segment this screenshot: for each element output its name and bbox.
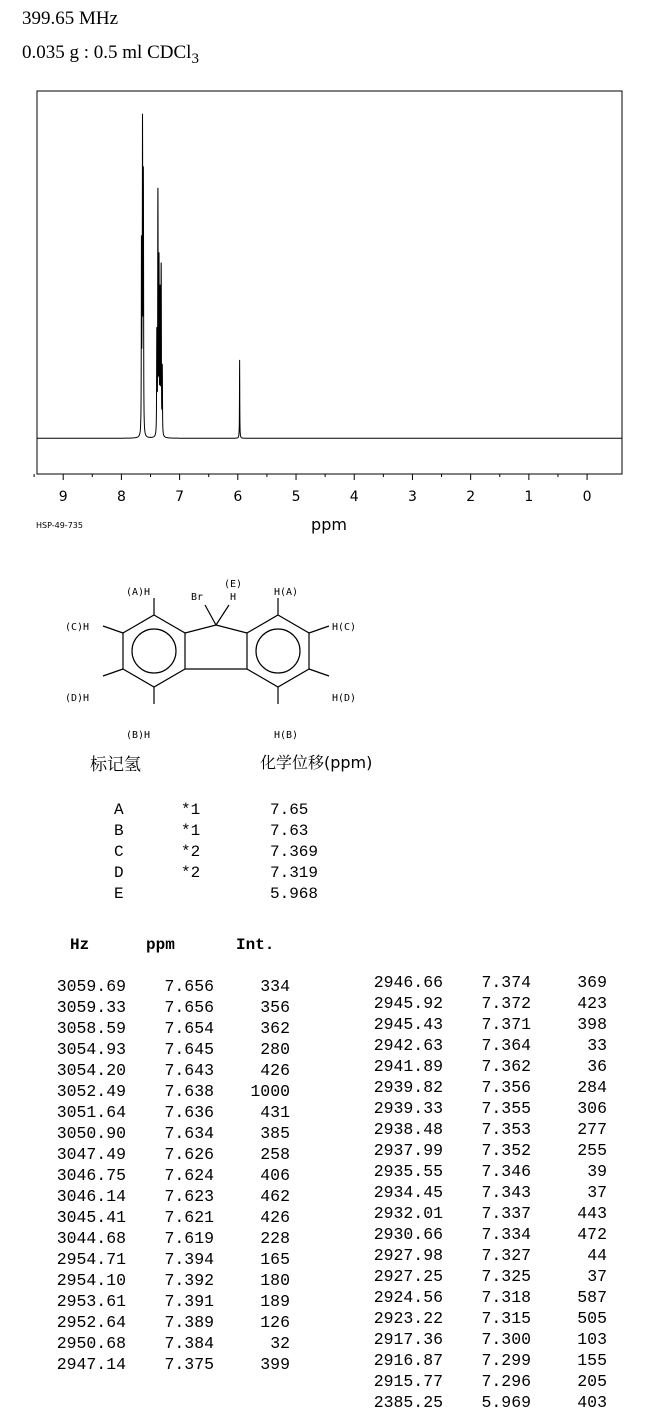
peak-ppm: 7.300	[481, 1330, 531, 1349]
peak-ppm: 7.352	[481, 1141, 531, 1160]
peak-ppm: 7.636	[164, 1103, 214, 1122]
x-tick-label-3: 3	[407, 489, 417, 505]
plot-frame	[37, 91, 622, 474]
peak-hz: 3054.93	[56, 1040, 126, 1059]
peak-row	[320, 1098, 650, 1119]
peak-row	[0, 1039, 320, 1060]
header-hz: Hz	[70, 936, 90, 954]
peak-hz: 2942.63	[373, 1036, 443, 1055]
peak-hz: 3046.14	[56, 1187, 126, 1206]
header-ppm: ppm	[146, 936, 175, 954]
peak-row	[320, 1350, 650, 1371]
label-a-left: (A)H	[126, 587, 151, 598]
peak-row	[320, 1371, 650, 1392]
assignment-mult: *1	[181, 801, 201, 819]
peak-int: 277	[577, 1120, 607, 1139]
header-int: Int.	[236, 936, 275, 954]
assignment-shift: 7.63	[270, 822, 309, 840]
peak-hz: 2939.82	[373, 1078, 443, 1097]
peak-int: 280	[260, 1040, 290, 1059]
peak-hz: 2934.45	[373, 1183, 443, 1202]
x-tick-label-4: 4	[349, 489, 359, 505]
peak-ppm: 7.623	[164, 1187, 214, 1206]
peak-ppm: 7.384	[164, 1334, 214, 1353]
label-c-left: (C)H	[65, 622, 90, 633]
bond-hc-left	[103, 626, 123, 633]
peak-hz: 2952.64	[56, 1313, 126, 1332]
peak-row	[320, 1329, 650, 1350]
peak-row	[0, 976, 320, 997]
x-tick-label-1: 1	[524, 489, 534, 505]
peak-int: 398	[577, 1015, 607, 1034]
peak-row	[0, 1207, 320, 1228]
peak-row	[0, 1081, 320, 1102]
peak-ppm: 7.656	[164, 977, 214, 996]
molecule-structure	[0, 570, 652, 780]
peak-int: 32	[270, 1334, 290, 1353]
peak-row	[320, 1056, 650, 1077]
assignment-label: B	[114, 822, 124, 840]
peak-row	[320, 1035, 650, 1056]
peak-hz: 2915.77	[373, 1372, 443, 1391]
peak-hz: 2946.66	[373, 973, 443, 992]
nmr-spectrum-chart	[0, 0, 652, 540]
assignment-label: C	[114, 843, 124, 861]
peak-int: 431	[260, 1103, 290, 1122]
peak-hz: 2930.66	[373, 1225, 443, 1244]
peak-hz: 2916.87	[373, 1351, 443, 1370]
peak-hz: 2927.25	[373, 1267, 443, 1286]
peak-int: 587	[577, 1288, 607, 1307]
peak-ppm: 7.353	[481, 1120, 531, 1139]
peak-row	[0, 1102, 320, 1123]
peak-hz: 2385.25	[373, 1393, 443, 1412]
assignment-shift: 7.369	[270, 843, 319, 861]
peak-ppm: 7.619	[164, 1229, 214, 1248]
peak-ppm: 7.299	[481, 1351, 531, 1370]
peak-ppm: 5.969	[481, 1393, 531, 1412]
peak-hz: 3045.41	[56, 1208, 126, 1227]
label-b-right: H(B)	[274, 730, 299, 741]
peak-ppm: 7.296	[481, 1372, 531, 1391]
cp-ring-top	[185, 625, 247, 633]
x-tick-label-0: 0	[582, 489, 592, 505]
peak-hz: 3052.49	[56, 1082, 126, 1101]
peak-int: 306	[577, 1099, 607, 1118]
peak-hz: 3059.33	[56, 998, 126, 1017]
assignment-mult: *1	[181, 822, 201, 840]
peak-hz: 2932.01	[373, 1204, 443, 1223]
peak-row	[0, 1018, 320, 1039]
peak-hz: 3051.64	[56, 1103, 126, 1122]
peak-int: 205	[577, 1372, 607, 1391]
label-br: Br	[191, 592, 204, 603]
peak-ppm: 7.375	[164, 1355, 214, 1374]
assignment-mult: *2	[181, 864, 201, 882]
peak-row	[320, 1245, 650, 1266]
peak-int: 1000	[250, 1082, 290, 1101]
peak-hz: 2953.61	[56, 1292, 126, 1311]
peak-int: 443	[577, 1204, 607, 1223]
peak-row	[320, 1224, 650, 1245]
bond-hc-right	[309, 626, 329, 633]
peak-int: 255	[577, 1141, 607, 1160]
peak-row	[0, 1291, 320, 1312]
peak-ppm: 7.624	[164, 1166, 214, 1185]
x-tick-labels	[59, 489, 592, 505]
peak-hz: 2939.33	[373, 1099, 443, 1118]
assignment-label: E	[114, 885, 124, 903]
peak-hz: 2945.43	[373, 1015, 443, 1034]
assignment-label: D	[114, 864, 124, 882]
peak-hz: 2927.98	[373, 1246, 443, 1265]
peak-int: 423	[577, 994, 607, 1013]
peak-list-right	[320, 972, 650, 1413]
peak-ppm: 7.643	[164, 1061, 214, 1080]
peak-int: 284	[577, 1078, 607, 1097]
x-tick-label-5: 5	[291, 489, 301, 505]
peak-hz: 3058.59	[56, 1019, 126, 1038]
peak-int: 362	[260, 1019, 290, 1038]
peak-row	[0, 1144, 320, 1165]
caption-chemical-shift: 化学位移(ppm)	[260, 753, 373, 772]
peak-row	[0, 1123, 320, 1144]
peak-int: 228	[260, 1229, 290, 1248]
peak-ppm: 7.346	[481, 1162, 531, 1181]
assignment-shift: 7.65	[270, 801, 309, 819]
peak-row	[0, 1249, 320, 1270]
peak-hz: 2924.56	[373, 1288, 443, 1307]
peak-int: 426	[260, 1208, 290, 1227]
peak-row	[320, 1308, 650, 1329]
x-tick-label-9: 9	[58, 489, 68, 505]
peak-hz: 3059.69	[56, 977, 126, 996]
peak-ppm: 7.315	[481, 1309, 531, 1328]
peak-ppm: 7.374	[481, 973, 531, 992]
peak-ppm: 7.389	[164, 1313, 214, 1332]
peak-ppm: 7.621	[164, 1208, 214, 1227]
peak-int: 155	[577, 1351, 607, 1370]
label-e-tag: (E)	[224, 579, 243, 590]
peak-ppm: 7.343	[481, 1183, 531, 1202]
peak-ppm: 7.372	[481, 994, 531, 1013]
peak-ppm: 7.638	[164, 1082, 214, 1101]
peak-list-left	[0, 976, 320, 1375]
peak-row	[320, 1014, 650, 1035]
peak-int: 406	[260, 1166, 290, 1185]
peak-hz: 3050.90	[56, 1124, 126, 1143]
label-a-right: H(A)	[274, 587, 299, 598]
peak-hz: 3046.75	[56, 1166, 126, 1185]
sample-subscript: 3	[191, 50, 199, 67]
peak-int: 36	[587, 1057, 607, 1076]
x-tick-label-6: 6	[233, 489, 243, 505]
peak-ppm: 7.318	[481, 1288, 531, 1307]
x-ticks	[34, 474, 587, 480]
assignment-shift: 7.319	[270, 864, 319, 882]
peak-int: 37	[587, 1183, 607, 1202]
peak-int: 369	[577, 973, 607, 992]
peak-int: 39	[587, 1162, 607, 1181]
label-c-right: H(C)	[332, 622, 357, 633]
peak-row	[320, 1161, 650, 1182]
peak-ppm: 7.654	[164, 1019, 214, 1038]
peak-ppm: 7.626	[164, 1145, 214, 1164]
peak-row	[320, 1119, 650, 1140]
peak-ppm: 7.656	[164, 998, 214, 1017]
peak-int: 403	[577, 1393, 607, 1412]
peak-row	[0, 997, 320, 1018]
peak-ppm: 7.645	[164, 1040, 214, 1059]
peak-row	[0, 1165, 320, 1186]
peak-hz: 2937.99	[373, 1141, 443, 1160]
peak-row	[0, 1354, 320, 1375]
peak-ppm: 7.362	[481, 1057, 531, 1076]
c-br-bond	[205, 605, 216, 625]
peak-ppm: 7.356	[481, 1078, 531, 1097]
left-ring-circle	[132, 629, 176, 673]
peak-int: 189	[260, 1292, 290, 1311]
peak-ppm: 7.334	[481, 1225, 531, 1244]
peak-hz: 3047.49	[56, 1145, 126, 1164]
peak-int: 126	[260, 1313, 290, 1332]
spectrum-id: HSP-49-735	[36, 521, 83, 530]
peak-hz: 2954.10	[56, 1271, 126, 1290]
peak-int: 399	[260, 1355, 290, 1374]
peak-row	[320, 1287, 650, 1308]
peak-int: 472	[577, 1225, 607, 1244]
peak-hz: 2950.68	[56, 1334, 126, 1353]
x-tick-label-8: 8	[116, 489, 126, 505]
peak-int: 37	[587, 1267, 607, 1286]
peak-int: 505	[577, 1309, 607, 1328]
bond-hd-right	[309, 669, 329, 676]
peak-int: 426	[260, 1061, 290, 1080]
spectrometer-frequency: 399.65 MHz	[22, 8, 119, 29]
peak-ppm: 7.364	[481, 1036, 531, 1055]
peak-row	[320, 1140, 650, 1161]
peak-ppm: 7.634	[164, 1124, 214, 1143]
peak-row	[0, 1228, 320, 1249]
peak-int: 334	[260, 977, 290, 996]
peak-hz: 2941.89	[373, 1057, 443, 1076]
peak-row	[320, 1392, 650, 1413]
peak-ppm: 7.325	[481, 1267, 531, 1286]
peak-int: 258	[260, 1145, 290, 1164]
peak-row	[320, 1182, 650, 1203]
assignment-mult: *2	[181, 843, 201, 861]
x-tick-label-2: 2	[466, 489, 476, 505]
label-d-right: H(D)	[332, 693, 357, 704]
peak-int: 44	[587, 1246, 607, 1265]
peak-hz: 3044.68	[56, 1229, 126, 1248]
peak-int: 385	[260, 1124, 290, 1143]
peak-hz: 2954.71	[56, 1250, 126, 1269]
peak-hz: 2947.14	[56, 1355, 126, 1374]
c-h-bond	[216, 605, 229, 625]
peak-hz: 2917.36	[373, 1330, 443, 1349]
peak-hz: 2935.55	[373, 1162, 443, 1181]
label-b-left: (B)H	[126, 730, 151, 741]
peak-ppm: 7.355	[481, 1099, 531, 1118]
peak-ppm: 7.371	[481, 1015, 531, 1034]
peak-int: 356	[260, 998, 290, 1017]
peak-int: 462	[260, 1187, 290, 1206]
label-e-h: H	[230, 592, 237, 603]
peak-row	[320, 1203, 650, 1224]
peak-int: 180	[260, 1271, 290, 1290]
peak-hz: 3054.20	[56, 1061, 126, 1080]
x-tick-label-7: 7	[175, 489, 185, 505]
peak-hz: 2945.92	[373, 994, 443, 1013]
label-d-left: (D)H	[65, 693, 90, 704]
peak-row	[0, 1312, 320, 1333]
caption-marked-hydrogen: 标记氢	[90, 755, 141, 775]
peak-ppm: 7.337	[481, 1204, 531, 1223]
sample-main: 0.035 g : 0.5 ml CDCl	[22, 42, 192, 63]
peak-hz: 2923.22	[373, 1309, 443, 1328]
peak-row	[320, 993, 650, 1014]
peak-ppm: 7.392	[164, 1271, 214, 1290]
peak-int: 103	[577, 1330, 607, 1349]
peak-row	[0, 1186, 320, 1207]
peak-row	[320, 972, 650, 993]
peak-row	[0, 1333, 320, 1354]
assignment-label: A	[114, 801, 124, 819]
peak-ppm: 7.327	[481, 1246, 531, 1265]
peak-ppm: 7.391	[164, 1292, 214, 1311]
peak-ppm: 7.394	[164, 1250, 214, 1269]
right-ring-circle	[256, 629, 300, 673]
peak-row	[0, 1270, 320, 1291]
assignment-shift: 5.968	[270, 885, 319, 903]
peak-row	[320, 1077, 650, 1098]
spectrum-trace	[37, 114, 622, 439]
peak-int: 33	[587, 1036, 607, 1055]
peak-row	[320, 1266, 650, 1287]
peak-row	[0, 1060, 320, 1081]
x-axis-label: ppm	[311, 515, 347, 534]
peak-hz: 2938.48	[373, 1120, 443, 1139]
bond-hd-left	[103, 669, 123, 676]
peak-int: 165	[260, 1250, 290, 1269]
